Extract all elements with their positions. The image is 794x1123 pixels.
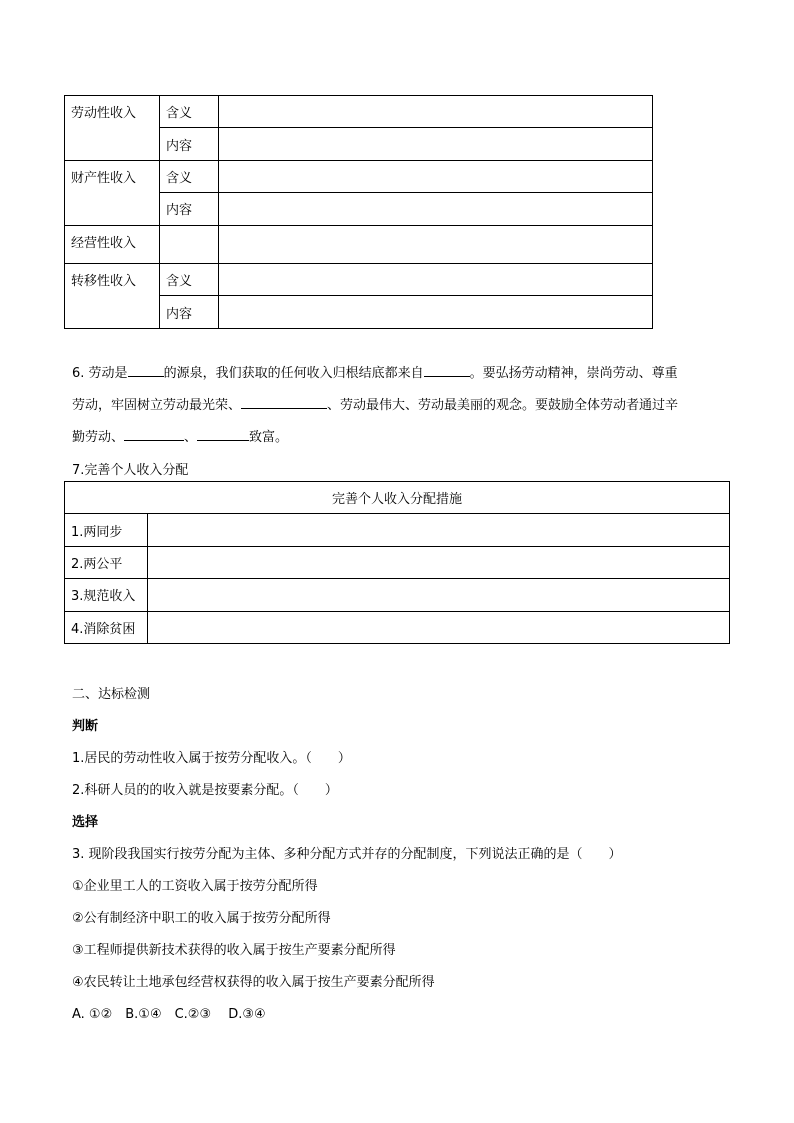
sub-label-cell: 含义 <box>160 96 219 128</box>
fill-blank[interactable] <box>424 362 470 377</box>
fill-blank[interactable] <box>241 394 327 409</box>
measure-label: 2.两公平 <box>65 546 148 578</box>
table-row <box>65 160 653 192</box>
question-7-title: 7.完善个人收入分配 <box>72 463 189 478</box>
statement-item: ②公有制经济中职工的收入属于按劳分配所得 <box>72 911 331 926</box>
question-3-stem: 3. 现阶段我国实行按劳分配为主体、多种分配方式并存的分配制度，下列说法正确的是（ ） <box>72 847 622 862</box>
table-row <box>65 225 653 263</box>
q6-text: 劳动是 <box>88 366 128 381</box>
q6-text: 致富。 <box>249 430 289 445</box>
q6-text: 的源泉，我们获取的任何收入归根结底都来自 <box>163 366 424 381</box>
answer-cell[interactable] <box>219 193 653 225</box>
answer-cell[interactable] <box>148 514 730 546</box>
statement-item: ④农民转让土地承包经营权获得的收入属于按生产要素分配所得 <box>72 975 435 990</box>
answer-cell[interactable] <box>219 225 653 263</box>
judge-item: 1.居民的劳动性收入属于按劳分配收入。（ ） <box>72 751 351 766</box>
answer-cell[interactable] <box>219 263 653 295</box>
answer-cell[interactable] <box>148 611 730 643</box>
sub-label-cell: 内容 <box>160 296 219 328</box>
answer-cell[interactable] <box>148 546 730 578</box>
answer-cell[interactable] <box>148 579 730 611</box>
category-cell: 劳动性收入 <box>65 96 160 161</box>
answer-cell[interactable] <box>219 160 653 192</box>
table-row <box>65 579 730 611</box>
table-row <box>65 263 653 295</box>
answer-cell[interactable] <box>219 296 653 328</box>
statement-item: ①企业里工人的工资收入属于按劳分配所得 <box>72 879 318 894</box>
section-title: 二、达标检测 <box>72 687 151 702</box>
table-row <box>65 611 730 643</box>
fill-blank[interactable] <box>124 426 184 441</box>
income-types-table <box>64 95 653 329</box>
fill-blank[interactable] <box>197 426 249 441</box>
table-header-row <box>65 482 730 514</box>
category-cell: 转移性收入 <box>65 263 160 328</box>
measure-label: 3.规范收入 <box>65 579 148 611</box>
q6-text: 、 <box>184 430 198 445</box>
q6-text: 勤劳动、 <box>72 430 125 445</box>
fill-blank[interactable] <box>128 362 164 377</box>
q6-text: 。要弘扬劳动精神，崇尚劳动、尊重 <box>469 366 678 381</box>
table-row <box>65 546 730 578</box>
sub-label-cell: 内容 <box>160 193 219 225</box>
question-number: 6. <box>72 366 85 381</box>
sub-label-cell: 含义 <box>160 263 219 295</box>
table-row <box>65 96 653 128</box>
income-distribution-table <box>64 481 730 644</box>
choice-label: 选择 <box>72 815 99 830</box>
q6-text: 、劳动最伟大、劳动最美丽的观念。要鼓励全体劳动者通过辛 <box>327 398 679 413</box>
measure-label: 1.两同步 <box>65 514 148 546</box>
sub-label-cell <box>160 225 219 263</box>
judge-item: 2.科研人员的的收入就是按要素分配。（ ） <box>72 783 338 798</box>
category-cell: 财产性收入 <box>65 160 160 225</box>
q6-text: 劳动，牢固树立劳动最光荣、 <box>72 398 242 413</box>
statement-item: ③工程师提供新技术获得的收入属于按生产要素分配所得 <box>72 943 396 958</box>
answer-options: A. ①② B.①④ C.②③ D.③④ <box>72 1007 266 1022</box>
question-6-paragraph <box>72 358 722 454</box>
sub-label-cell: 含义 <box>160 160 219 192</box>
table-row <box>65 514 730 546</box>
sub-label-cell: 内容 <box>160 128 219 160</box>
answer-cell[interactable] <box>219 128 653 160</box>
judge-label: 判断 <box>72 719 99 734</box>
measure-label: 4.消除贫困 <box>65 611 148 643</box>
table-header: 完善个人收入分配措施 <box>65 482 730 514</box>
category-cell: 经营性收入 <box>65 225 160 263</box>
answer-cell[interactable] <box>219 96 653 128</box>
